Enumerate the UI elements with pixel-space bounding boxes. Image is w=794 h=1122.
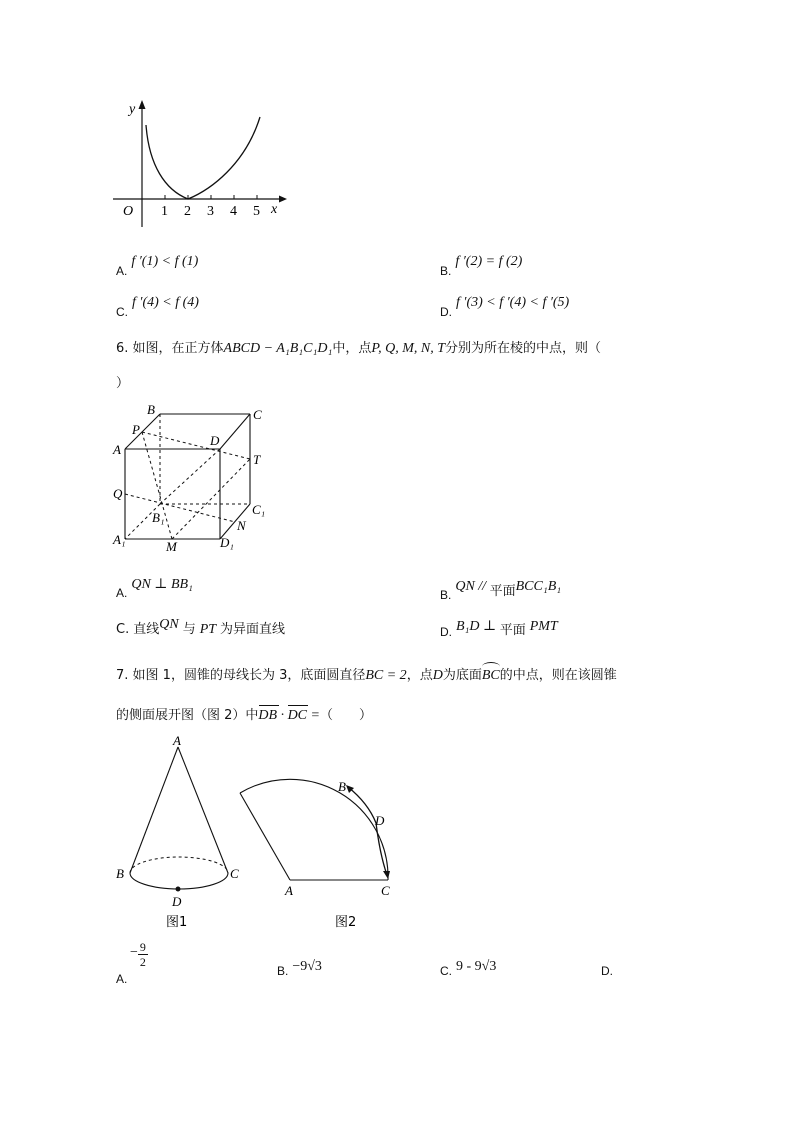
q5-option-d[interactable] [440,293,570,319]
arc-bc: BC [482,668,500,684]
point-d [176,887,181,892]
option-plane-word: 平面 [489,584,516,599]
q7-option-d[interactable] [601,962,613,980]
vector-dc [376,823,387,875]
option-expression: −9√3 [292,959,322,974]
option-expression: f ′(2) = f (2) [455,254,523,269]
label-a: A [285,883,293,898]
q7-cone-figure [110,733,250,933]
option-expression: B₁D ⊥ [456,619,500,634]
y-axis-label: y [129,102,136,117]
point-label-p: P [132,422,140,437]
q7-option-b[interactable] [277,957,322,978]
x-axis-label: x [271,202,278,217]
q6-cube-figure [110,402,280,554]
option-letter: D. [440,625,452,639]
vertex-label-b1: B₁ [152,510,165,525]
option-expression: QN // [455,579,490,594]
option-letter: C. [116,305,128,319]
point-label-q: Q [113,486,123,501]
q6-option-c[interactable]: C. 直线QN 与 PT 为异面直线 [116,617,286,637]
fraction-minus-nine-halves: $\frac{9}{2}$ [139,940,146,969]
q6-stem-line2: ） [116,376,130,391]
tick-label: 5 [253,204,260,219]
option-letter: C. [116,622,130,637]
tick-label: 2 [184,204,191,219]
q5-option-a[interactable] [116,252,199,278]
x-axis-arrow [279,196,287,203]
option-expression: f ′(3) < f ′(4) < f ′(5) [456,295,570,310]
option-letter: B. [277,964,289,978]
option-expression: 9 - 9√3 [456,959,497,974]
option-letter: A. [116,972,128,986]
option-letter: B. [440,264,452,278]
q7-sector-figure [230,775,405,935]
label-c: C [230,866,239,881]
vertex-label-d1: D₁ [220,535,234,550]
point-label-t: T [253,452,261,467]
q7-option-c[interactable] [440,957,497,978]
q5-option-c[interactable] [116,293,199,319]
y-axis-arrow [139,100,146,109]
vector-db [348,787,376,823]
figure-caption: 图1 [166,915,188,930]
option-letter: D. [440,305,452,319]
q6-stem-line1: 6. 如图，在正方体ABCD − A₁B₁C₁D₁中，点P, Q, M, N, T分别为所在棱的中点，则（ [116,341,602,356]
vertex-label-a1: A₁ [113,532,126,547]
vertex-label-c1: C₁ [252,502,266,517]
option-expression: f ′(1) < f (1) [131,254,199,269]
tick-label: 1 [161,204,168,219]
option-letter: A. [116,586,128,600]
label-d: D [172,894,182,909]
vertex-label-c: C [253,407,262,422]
vertex-label-b: B [147,402,155,417]
origin-label: O [123,204,134,219]
tick-label: 4 [230,204,237,219]
q5-option-b[interactable] [440,252,523,278]
label-b: B [116,866,124,881]
option-letter: C. [440,964,452,978]
q6-option-b[interactable] [440,575,562,602]
option-expression-plane: BCC₁B₁ [515,579,562,594]
label-c: C [381,883,390,898]
tick-label: 3 [207,204,214,219]
option-expression: QN ⊥ BB₁ [131,577,193,592]
apex-label-a: A [173,733,181,748]
point-label-m: M [166,539,177,554]
vertex-label-d: D [210,433,220,448]
vector-product: DB · DC = [258,708,320,724]
q6-option-a[interactable] [116,575,193,600]
function-curve [146,117,260,199]
q5-function-graph [105,95,295,230]
q6-option-d[interactable]: $_{D.}$ B₁D ⊥ $_{平面}$ PMT [440,619,558,639]
vertex-label-a: A [113,442,121,457]
q7-stem-line2: 的侧面展开图（图 2）中 DB · DC =（ ） [116,704,372,724]
label-d: D [375,813,385,828]
label-b: B [338,779,346,794]
option-letter: B. [440,588,452,602]
option-letter: D. [601,964,613,978]
figure-caption: 图2 [335,915,357,930]
option-letter: A. [116,264,128,278]
q7-stem-line1: 7. 如图 1，圆锥的母线长为 3，底面圆直径BC = 2，点D为底面 BC的中点，则在该圆锥 [116,664,617,684]
option-expression: f ′(4) < f (4) [132,295,199,310]
point-label-n: N [237,518,246,533]
q7-option-a[interactable]: $_{A.}$ − $\frac{9}{2}$ [116,940,146,986]
